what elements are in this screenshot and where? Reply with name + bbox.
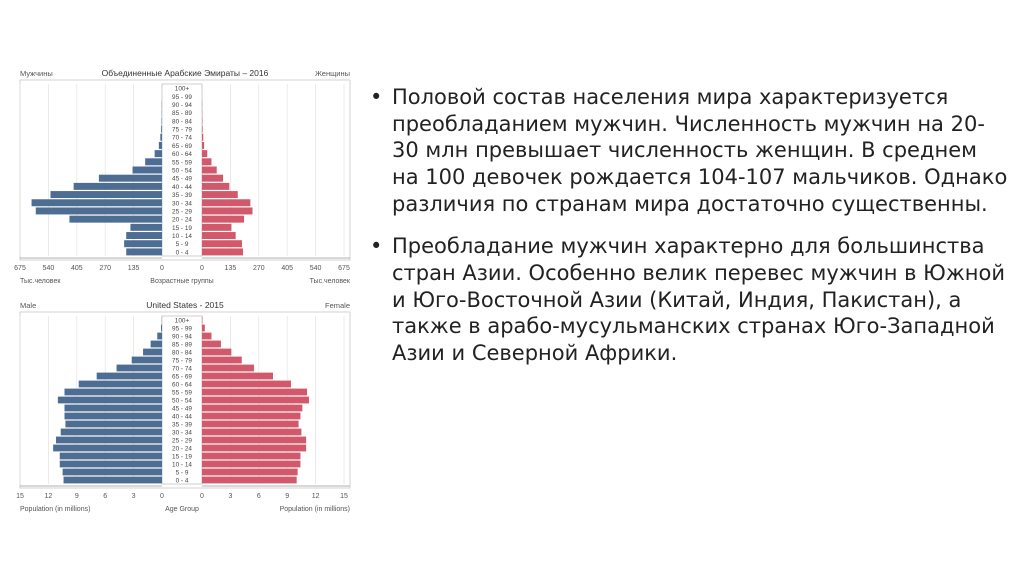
right-axis-label: Population (in millions) [279, 506, 350, 513]
female-bar [202, 240, 242, 247]
x-tick-label: 270 [252, 265, 265, 272]
female-bar [202, 191, 238, 198]
male-bar [117, 365, 162, 372]
age-group-label: 75 - 79 [172, 126, 192, 134]
male-bar [69, 216, 162, 223]
male-bar [64, 389, 162, 396]
bullet-marker: • [370, 234, 383, 259]
female-bar [202, 349, 231, 356]
x-tick-label: 135 [127, 265, 140, 272]
chart-title: Объединенные Арабские Эмираты – 2016 [101, 68, 269, 78]
age-group-label: 0 - 4 [175, 249, 189, 257]
x-tick-label: 405 [70, 265, 83, 272]
age-group-label: 55 - 59 [172, 389, 192, 397]
male-bar [56, 437, 162, 444]
male-bar [126, 232, 162, 239]
bullet-text: Преобладание мужчин характерно для большинства стран Азии. Особенно велик перевес мужчин в Южной и Юго-Восточной Азии (Китай, Индия, Пакистан), а также в арабо-мусульманских странах Юго-Западной Азии и Северной Африки. [392, 234, 1005, 365]
x-tick-label: 9 [285, 493, 290, 500]
age-group-label: 90 - 94 [172, 333, 192, 341]
female-bar [202, 175, 223, 182]
age-group-label: 75 - 79 [172, 357, 192, 365]
age-group-label: 20 - 24 [172, 216, 192, 224]
center-axis-label: Age Group [165, 506, 199, 513]
female-bar [202, 216, 244, 223]
male-bar [60, 453, 162, 460]
male-bar [132, 357, 162, 364]
x-tick-label: 0 [200, 265, 204, 272]
uae-pyramid-svg [14, 64, 356, 296]
age-group-label: 20 - 24 [172, 445, 192, 453]
female-bar [202, 150, 207, 157]
uae-population-pyramid [14, 64, 356, 296]
x-tick-label: 15 [340, 493, 348, 500]
left-series-label: Мужчины [20, 69, 53, 78]
male-bar [32, 199, 162, 206]
male-bar [51, 191, 162, 198]
center-axis-label: Возрастные группы [150, 278, 214, 285]
female-bar [202, 445, 306, 452]
female-bar [202, 397, 309, 404]
age-group-label: 50 - 54 [172, 167, 192, 175]
age-group-label: 30 - 34 [172, 200, 192, 208]
male-bar [61, 429, 162, 436]
age-group-label: 100+ [174, 85, 190, 93]
right-axis-label: Тыс.человек [309, 278, 350, 285]
age-group-label: 60 - 64 [172, 151, 192, 159]
female-bar [202, 325, 205, 332]
male-bar [161, 325, 162, 332]
bullet-item [370, 84, 1010, 217]
male-bar [159, 142, 162, 149]
male-bar [143, 349, 162, 356]
female-bar [202, 357, 242, 364]
age-group-label: 5 - 9 [175, 469, 189, 477]
x-tick-label: 405 [281, 265, 294, 272]
male-bar [155, 150, 162, 157]
x-tick-label: 0 [160, 493, 164, 500]
male-bar [130, 224, 162, 231]
age-group-label: 40 - 44 [172, 413, 192, 421]
female-bar [202, 224, 231, 231]
female-bar [202, 207, 252, 214]
female-bar [202, 461, 300, 468]
female-bar [202, 469, 298, 476]
x-tick-label: 675 [14, 265, 26, 272]
male-bar [74, 183, 162, 190]
male-bar [65, 421, 162, 428]
age-group-label: 90 - 94 [172, 101, 192, 109]
age-group-label: 35 - 39 [172, 192, 192, 200]
age-group-label: 95 - 99 [172, 325, 192, 333]
female-bar [202, 389, 307, 396]
male-bar [64, 413, 162, 420]
x-tick-label: 12 [311, 493, 320, 500]
age-group-label: 10 - 14 [172, 233, 192, 241]
x-tick-label: 675 [338, 265, 350, 272]
female-bar [202, 134, 203, 141]
age-group-label: 95 - 99 [172, 93, 192, 101]
female-bar [202, 453, 300, 460]
male-bar [124, 240, 162, 247]
male-bar [145, 158, 162, 165]
male-bar [126, 248, 162, 255]
age-group-label: 0 - 4 [175, 477, 189, 485]
age-group-label: 50 - 54 [172, 397, 192, 405]
x-tick-label: 135 [224, 265, 237, 272]
age-group-label: 65 - 69 [172, 373, 192, 381]
left-series-label: Male [20, 301, 37, 310]
age-group-label: 25 - 29 [172, 437, 192, 445]
female-bar [202, 183, 229, 190]
female-bar [202, 248, 243, 255]
male-bar [157, 333, 162, 340]
chart-title: United States - 2015 [146, 300, 224, 310]
female-bar [202, 142, 204, 149]
male-bar [151, 341, 162, 348]
female-bar [202, 167, 217, 174]
age-group-label: 40 - 44 [172, 183, 192, 191]
male-bar [64, 405, 162, 412]
age-group-label: 80 - 84 [172, 118, 192, 126]
male-bar [133, 167, 162, 174]
age-group-label: 70 - 74 [172, 134, 192, 142]
female-bar [202, 405, 302, 412]
bullet-text: Половой состав населения мира характеризуется преобладанием мужчин. Численность мужчин на 20-30 млн превышает численность женщин. В среднем на 100 девочек рождается 104-107 мальчиков. Однако различия по странам мира достаточно существенны. [392, 85, 1008, 216]
male-bar [99, 175, 162, 182]
right-series-label: Female [324, 301, 350, 310]
male-bar [97, 373, 162, 380]
age-group-label: 35 - 39 [172, 421, 192, 429]
female-bar [202, 333, 211, 340]
x-tick-label: 6 [103, 493, 108, 500]
female-bar [202, 341, 221, 348]
x-tick-label: 0 [200, 493, 204, 500]
right-series-label: Женщины [314, 69, 350, 78]
x-tick-label: 9 [74, 493, 79, 500]
age-group-label: 5 - 9 [175, 241, 189, 249]
female-bar [202, 126, 203, 133]
age-group-label: 85 - 89 [172, 110, 192, 118]
male-bar [161, 126, 162, 133]
text-panel [370, 84, 1010, 383]
male-bar [64, 477, 162, 484]
female-bar [202, 199, 250, 206]
female-bar [202, 381, 291, 388]
age-group-label: 45 - 49 [172, 175, 192, 183]
age-group-label: 45 - 49 [172, 405, 192, 413]
x-tick-label: 3 [228, 493, 233, 500]
female-bar [202, 413, 300, 420]
female-bar [202, 477, 297, 484]
female-bar [202, 437, 306, 444]
male-bar [58, 397, 162, 404]
male-bar [63, 469, 162, 476]
age-group-label: 65 - 69 [172, 142, 192, 150]
age-group-label: 15 - 19 [172, 453, 192, 461]
male-bar [60, 461, 162, 468]
left-axis-label: Population (in millions) [20, 506, 91, 513]
age-group-label: 100+ [174, 317, 190, 325]
x-tick-label: 0 [160, 265, 164, 272]
x-tick-label: 3 [131, 493, 136, 500]
female-bar [202, 421, 299, 428]
age-group-label: 60 - 64 [172, 381, 192, 389]
age-group-label: 30 - 34 [172, 429, 192, 437]
age-group-label: 25 - 29 [172, 208, 192, 216]
x-tick-label: 540 [309, 265, 322, 272]
age-group-label: 10 - 14 [172, 461, 192, 469]
x-tick-label: 270 [99, 265, 112, 272]
age-group-label: 15 - 19 [172, 224, 192, 232]
female-bar [202, 232, 236, 239]
age-group-label: 55 - 59 [172, 159, 192, 167]
us-pyramid-svg [14, 296, 356, 526]
female-bar [202, 429, 301, 436]
male-bar [79, 381, 162, 388]
age-group-label: 70 - 74 [172, 365, 192, 373]
age-group-label: 85 - 89 [172, 341, 192, 349]
x-tick-label: 12 [44, 493, 53, 500]
bullet-item [370, 233, 1010, 366]
age-group-label: 80 - 84 [172, 349, 192, 357]
x-tick-label: 15 [16, 493, 24, 500]
x-tick-label: 540 [42, 265, 55, 272]
bullet-marker: • [370, 85, 383, 109]
us-population-pyramid [14, 296, 356, 526]
left-axis-label: Тыс.человек [20, 278, 61, 285]
female-bar [202, 158, 211, 165]
x-tick-label: 6 [256, 493, 261, 500]
male-bar [53, 445, 162, 452]
male-bar [36, 207, 162, 214]
male-bar [160, 134, 162, 141]
female-bar [202, 373, 273, 380]
female-bar [202, 365, 254, 372]
